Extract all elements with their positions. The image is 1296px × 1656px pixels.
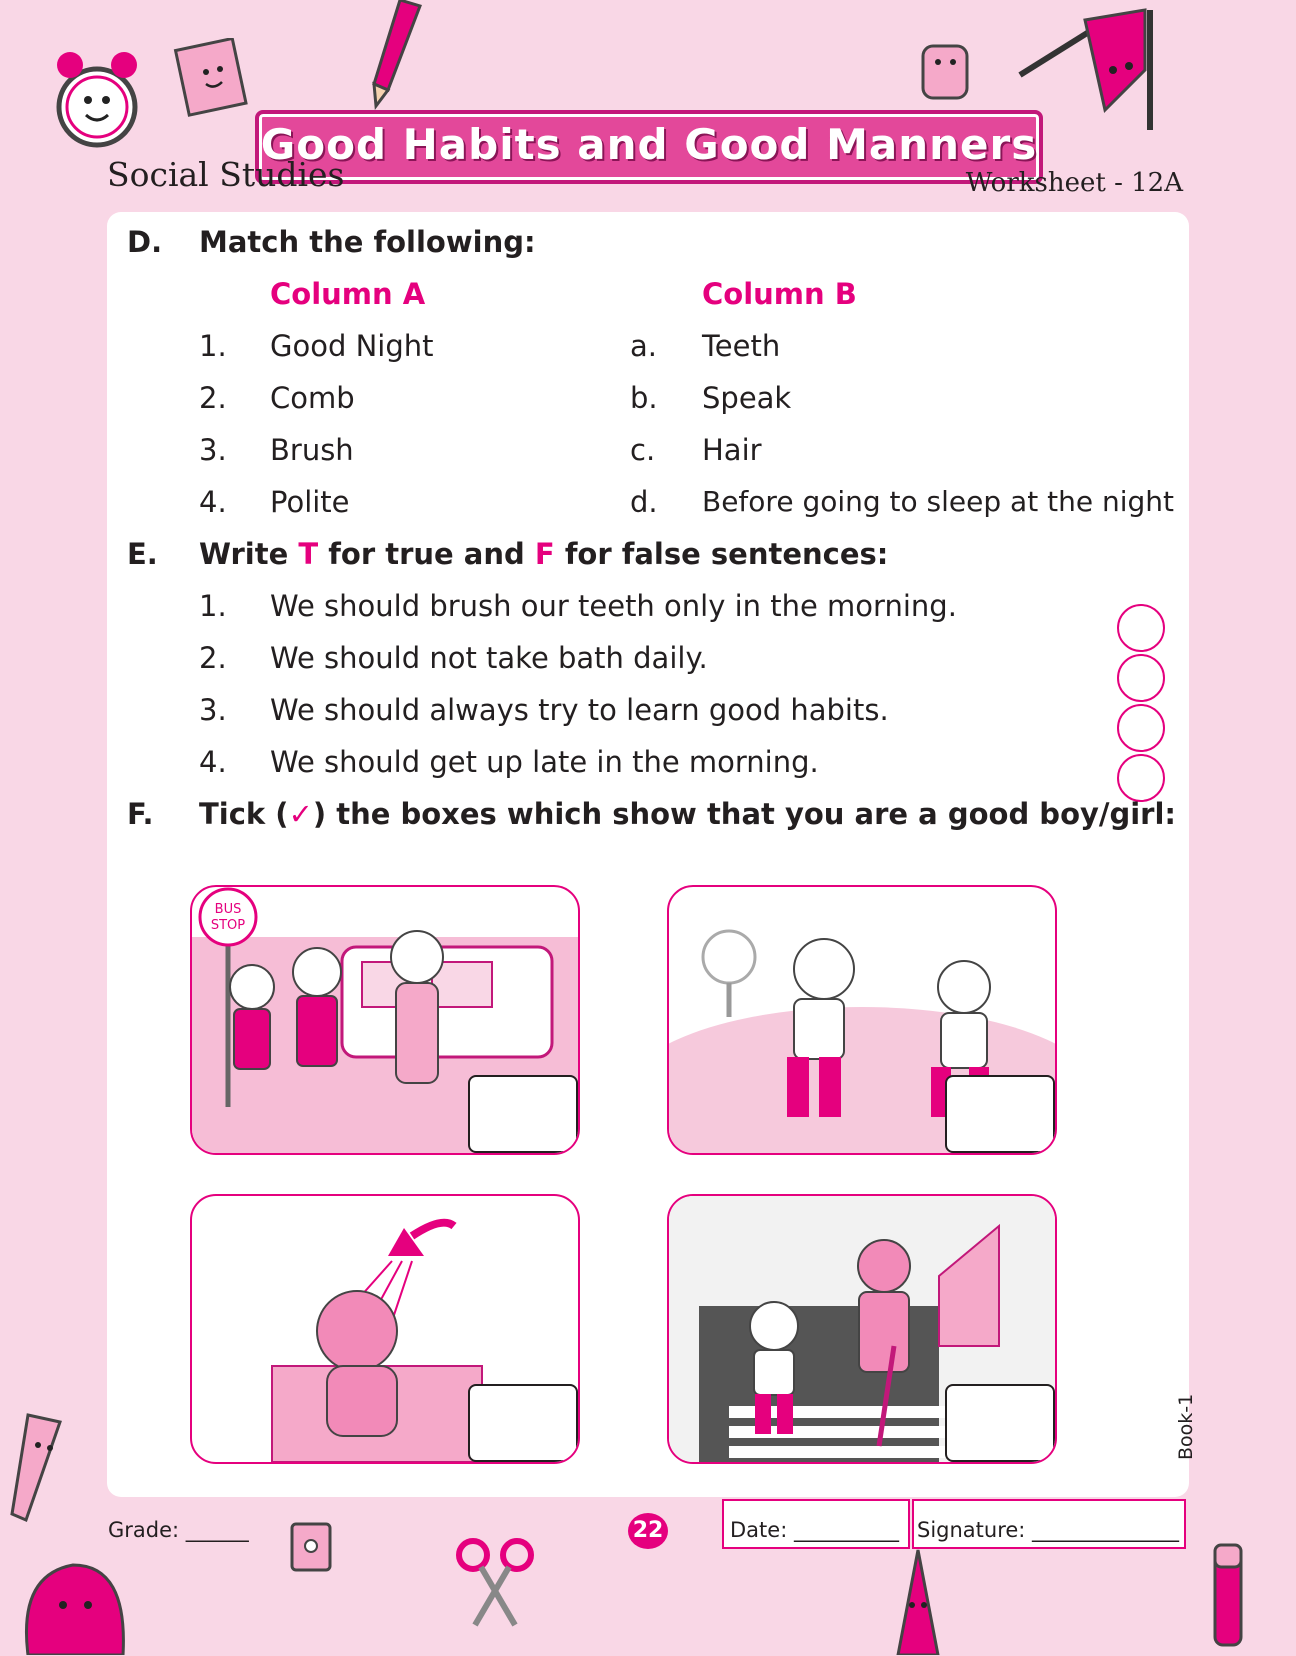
false-letter: F [534, 537, 555, 571]
bus-sign-line1: BUS [214, 902, 242, 917]
match-item-a: Good Night [270, 329, 434, 363]
grade-field[interactable]: Grade: ______ [108, 1518, 249, 1542]
match-item-a: Comb [270, 381, 355, 415]
match-letter: c. [630, 433, 656, 467]
column-b-title: Column B [702, 277, 857, 311]
heading-end: ) the boxes which show that you are a good boy/girl: [312, 797, 1177, 831]
match-item-a: Polite [270, 485, 350, 519]
match-item-b: Hair [702, 433, 762, 467]
tf-sentence: We should not take bath daily. [270, 641, 708, 675]
ruler-icon [8, 1410, 93, 1525]
match-num: 4. [199, 485, 227, 519]
signature-field[interactable]: Signature: ______________ [917, 1518, 1180, 1542]
tf-num: 3. [199, 693, 227, 727]
bag-icon [18, 1535, 133, 1655]
scissors-icon [455, 1535, 535, 1630]
tf-answer-circle[interactable] [1117, 604, 1165, 652]
tf-answer-circle[interactable] [1117, 704, 1165, 752]
picture-helping-elder [667, 1194, 1057, 1464]
match-item-b: Before going to sleep at the night [702, 485, 1174, 518]
match-item-b: Speak [702, 381, 792, 415]
subject-label: Social Studies [107, 155, 345, 194]
match-item-b: Teeth [702, 329, 781, 363]
heading-end: for false sentences: [564, 537, 889, 571]
eraser-icon [905, 40, 985, 110]
tick-box[interactable] [468, 1384, 578, 1462]
tf-sentence: We should brush our teeth only in the morning. [270, 589, 957, 623]
match-item-a: Brush [270, 433, 354, 467]
match-letter: d. [630, 485, 658, 519]
title-banner [255, 110, 1043, 184]
match-letter: a. [630, 329, 657, 363]
tf-num: 1. [199, 589, 227, 623]
picture-bathing [190, 1194, 580, 1464]
notepad-icon [170, 38, 255, 118]
tick-mark-icon: ✓ [288, 797, 313, 831]
section-e-heading [199, 536, 888, 572]
tick-box[interactable] [468, 1075, 578, 1153]
true-letter: T [298, 537, 319, 571]
bus-sign-line2: STOP [210, 918, 246, 933]
pencil-icon [360, 0, 430, 110]
tick-box[interactable] [945, 1384, 1055, 1462]
heading-write: Write [199, 537, 289, 571]
tf-num: 2. [199, 641, 227, 675]
heading-start: Tick ( [199, 797, 289, 831]
tick-box[interactable] [945, 1075, 1055, 1153]
page-title: Good Habits and Good Manners [260, 120, 1038, 169]
crayon-icon [880, 1545, 955, 1655]
tf-sentence: We should get up late in the morning. [270, 745, 819, 779]
tf-num: 4. [199, 745, 227, 779]
match-num: 2. [199, 381, 227, 415]
date-field[interactable]: Date: __________ [730, 1518, 899, 1542]
section-d-heading: Match the following: [199, 225, 536, 259]
worksheet-label: Worksheet - 12A [965, 168, 1183, 198]
tf-answer-circle[interactable] [1117, 754, 1165, 802]
picture-bus-stop [190, 885, 580, 1155]
tf-sentence: We should always try to learn good habits. [270, 693, 889, 727]
section-f-heading [199, 796, 1176, 832]
match-num: 3. [199, 433, 227, 467]
section-d-letter: D. [127, 225, 163, 259]
column-a-title: Column A [270, 277, 426, 311]
tf-answer-circle[interactable] [1117, 654, 1165, 702]
match-num: 1. [199, 329, 227, 363]
heading-mid: for true and [328, 537, 525, 571]
sharpener-icon [280, 1518, 345, 1588]
worksheet-card [107, 212, 1189, 1497]
page-number: 22 [628, 1513, 668, 1549]
book-label: Book-1 [1175, 1393, 1197, 1460]
pen-icon [1195, 1540, 1265, 1656]
picture-boys-outdoors [667, 885, 1057, 1155]
section-e-letter: E. [127, 537, 158, 571]
section-f-letter: F. [127, 797, 154, 831]
match-letter: b. [630, 381, 658, 415]
alarm-clock-icon [50, 45, 145, 155]
